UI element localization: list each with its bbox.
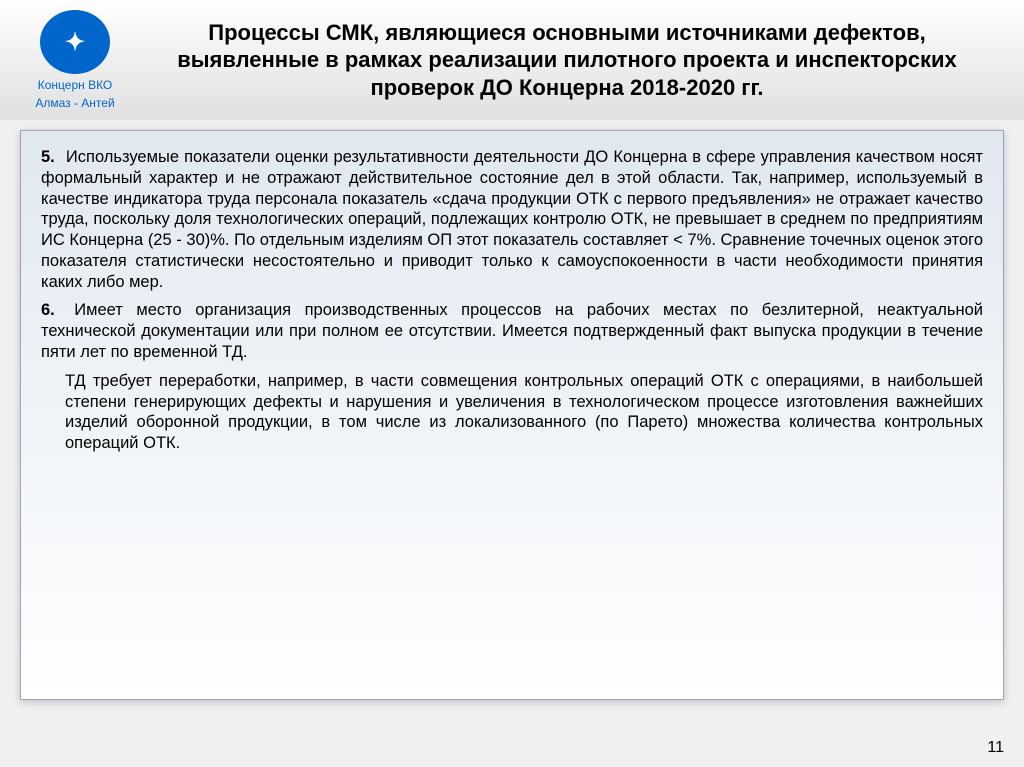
list-item-5 [41, 147, 983, 292]
list-text-5: Используемые показатели оценки результативности деятельности ДО Концерна в сфере управления качеством носят формальный характер и не отражают действительное состояние дел в этой области. Так, например, используемый в качестве индикатора труда персонала показатель «сдача продукции ОТК с первого предъявления» не отражает качество труда, поскольку доля технологических операций, подлежащих контролю ОТК, не превышает в среднем по предприятиям ИС Концерна (25 - 30)%. По отдельным изделиям ОП этот показатель составляет < 7%. Сравнение точечных оценок этого показателя статистически несостоятельно и приводит только к самоуспокоенности в части необходимости принятия каких либо мер. [41, 148, 983, 291]
page-number: 11 [987, 739, 1004, 756]
header [0, 0, 1024, 120]
content-box [20, 130, 1004, 700]
list-number-6: 6. [41, 301, 55, 320]
logo-icon: ✦ [40, 10, 110, 74]
list-text-6: Имеет место организация производственных процессов на рабочих местах по безлитерной, неактуальной технической документации или при полном ее отсутствии. Имеется подтвержденный факт выпуска продукции в течение пяти лет по временной ТД. [41, 301, 983, 362]
list-item-6 [41, 300, 983, 362]
list-text-continuation: ТД требует переработки, например, в части совмещения контрольных операций ОТК с операциями, в наибольшей степени генерирующих дефекты и нарушения и увеличения в технологическом процессе изготовления важнейших изделий оборонной продукции, в том числе из локализованного (по Парето) множества количества контрольных операций ОТК. [65, 371, 983, 453]
logo-text-2: Алмаз - Антей [35, 96, 115, 110]
logo-text-1: Концерн ВКО [37, 78, 113, 92]
list-item-continuation [41, 371, 983, 454]
logo [20, 10, 130, 110]
page-title: Процессы СМК, являющиеся основными источниками дефектов, выявленные в рамках реализации пилотного проекта и инспекторских проверок ДО Концерна 2018-2020 гг. [177, 19, 957, 100]
list-number-5: 5. [41, 148, 55, 166]
